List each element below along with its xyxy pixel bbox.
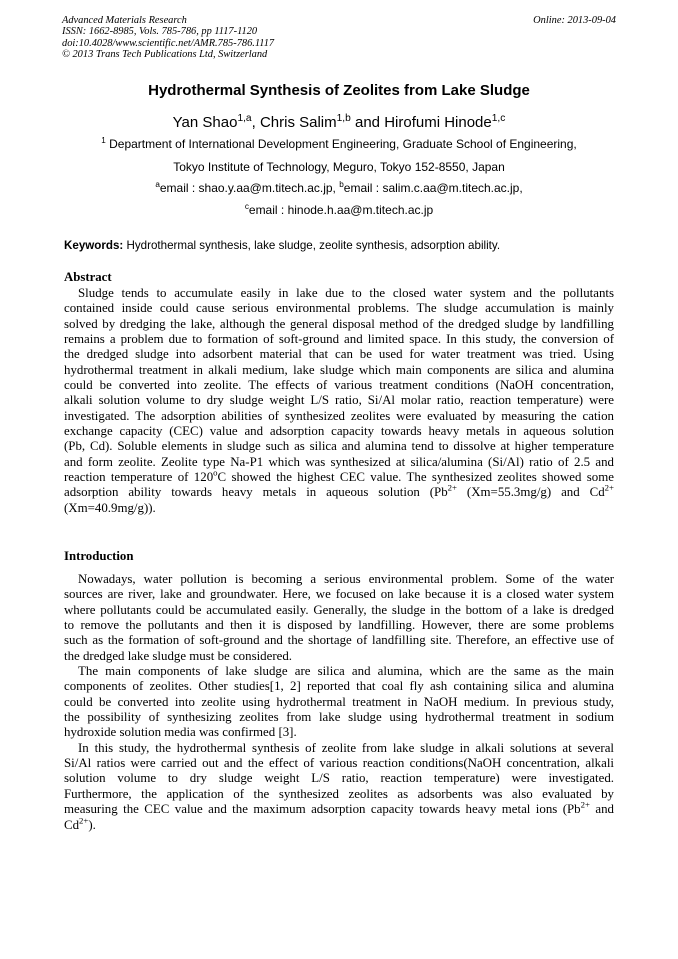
text-line (64, 467, 614, 485)
text-fragment: C showed the highest CEC value. The synthesized zeolites showed some (217, 470, 614, 485)
text-line: Furthermore, the application of the synthesized zeolites as adsorbents was also evaluated by (64, 786, 614, 801)
affiliation-text: Department of International Development Engineering, Graduate School of Engineering, (105, 137, 577, 151)
affiliation-superscript: 1 (101, 136, 106, 145)
issn-line: ISSN: 1662-8985, Vols. 785-786, pp 1117-1120 (62, 26, 258, 38)
superscript: 2+ (580, 799, 590, 810)
text-line: remains a problem due to formation of soft-ground and limited space. In this study, the conversion of (64, 332, 614, 347)
text-fragment: adsorption ability towards heavy metals in aqueous solution (Pb (64, 485, 448, 500)
text-line: The main components of lake sludge are silica and alumina, which are the same as the main (78, 664, 614, 679)
text-fragment: ). (88, 817, 96, 832)
keywords-text: Hydrothermal synthesis, lake sludge, zeolite synthesis, adsorption ability. (123, 239, 501, 252)
text-line: sources are river, lake and groundwater. Here, we focused on lake because it is a closed water system (64, 587, 614, 602)
text-line: the possibility of synthesizing zeolites from lake sludge using hydrothermal treatment in sodium (64, 710, 614, 725)
text-line: Sludge tends to accumulate easily in lake due to the closed water system and the pollutants (78, 286, 614, 300)
text-line: such as the formation of soft-ground and the shortage of landfilling site. Therefore, an effective use of (64, 633, 614, 648)
text-line: alkali solution volume to dry sludge weight L/S ratio, Si/Al molar ratio, reaction temperature) were (64, 393, 614, 408)
email-superscript: a (155, 180, 160, 189)
author-name: Chris Salim (259, 114, 337, 131)
affiliation-line: Tokyo Institute of Technology, Meguro, Tokyo 152-8550, Japan (173, 160, 505, 174)
copyright-line: © 2013 Trans Tech Publications Ltd, Switzerland (62, 49, 268, 61)
text-line: could be converted into zeolite. The effects of various treatment conditions (NaOH concentration, (64, 378, 614, 393)
email-text: email : salim.c.aa@m.titech.ac.jp, (343, 181, 523, 195)
author-list (62, 113, 616, 133)
text-line: investigated. The adsorption abilities of synthesized zeolites were evaluated by measuring the cation (64, 408, 614, 423)
text-line: solution volume to dry sludge weight L/S ratio, reaction temperature) were investigated. (64, 771, 614, 786)
text-fragment: (Xm=55.3mg/g) and Cd (457, 485, 605, 500)
author-name: Yan Shao (172, 114, 238, 131)
text-line: components of zeolites. Other studies[1, 2] reported that coal fly ash containing silica and alumina (64, 679, 614, 694)
text-line (64, 485, 614, 500)
online-date: Online: 2013-09-04 (533, 15, 616, 26)
email-line (62, 181, 616, 196)
introduction-paragraph (64, 572, 614, 833)
text-line: where pollutants could be accumulated easily. Generally, the sludge in the bottom of a lake is dredged (64, 602, 614, 617)
email-text: email : shao.y.aa@m.titech.ac.jp, (159, 181, 340, 195)
superscript: 2+ (447, 483, 457, 494)
text-line: hydrothermal treatment in alkali medium, lake sludge which main components are silica and alumina (64, 362, 614, 377)
author-name: Hirofumi Hinode (384, 114, 492, 131)
text-line: the dredged sludge into adsorbent material that can be used for water treatment was tried. Using (64, 347, 614, 362)
author-separator: , (251, 114, 260, 131)
email-text: email : hinode.h.aa@m.titech.ac.jp (248, 203, 434, 217)
keywords (64, 238, 624, 253)
introduction-heading: Introduction (64, 549, 134, 563)
text-fragment: measuring the CEC value and the maximum adsorption capacity towards heavy metal ions (Pb (64, 802, 581, 817)
author-superscript: 1,a (237, 113, 252, 124)
text-line: hydroxide solution media was confirmed [3]. (64, 725, 297, 740)
paper-title: Hydrothermal Synthesis of Zeolites from Lake Sludge (148, 82, 530, 99)
text-line: contained inside could cause serious environmental problems. The sludge accumulation is mainly (64, 301, 614, 316)
superscript: 2+ (604, 483, 614, 494)
email-superscript: b (339, 180, 344, 189)
author-separator: and (350, 114, 385, 131)
affiliation-line (62, 137, 616, 152)
running-header (62, 15, 616, 61)
author-superscript: 1,b (336, 113, 351, 124)
text-line: In this study, the hydrothermal synthesis of zeolite from lake sludge in alkali solutions at several (78, 740, 614, 755)
email-superscript: c (244, 202, 249, 211)
text-fragment: and (589, 802, 614, 817)
text-line (64, 815, 614, 833)
abstract-body (64, 286, 614, 516)
text-line: the dredged lake sludge must be considered. (64, 648, 293, 663)
text-line: could be converted into zeolite using hydrothermal treatment in NaOH medium. In previous study, (64, 694, 614, 709)
text-line: exchange capacity (CEC) value and adsorption capacity towards heavy metals in aqueous solution (64, 424, 614, 439)
text-line: and form zeolite. Zeolite type Na-P1 which was synthesized at silica/alumina (Si/Al) ratio of 2.5 and (64, 454, 614, 469)
text-line: solved by dredging the lake, although the general disposal method of the dredged sludge by landfilling (64, 316, 614, 331)
text-line: to remove the pollutants and then it is disposed by landfilling. However, there are some problems (64, 618, 614, 633)
abstract-heading: Abstract (64, 270, 112, 284)
superscript: 2+ (79, 815, 89, 826)
text-fragment: reaction temperature of 120 (64, 470, 214, 485)
text-line (64, 799, 614, 817)
email-line (62, 203, 616, 218)
text-line: (Pb, Cd). Soluble elements in sludge such as silica and alumina tend to dissolve at higher temperature (64, 439, 614, 454)
author-superscript: 1,c (491, 113, 506, 124)
journal-name: Advanced Materials Research (62, 15, 187, 26)
text-line: (Xm=40.9mg/g)). (64, 500, 156, 515)
text-fragment: Cd (64, 817, 80, 832)
text-line: Nowadays, water pollution is becoming a serious environmental problem. Some of the water (78, 572, 614, 586)
text-line: Si/Al ratios were carried out and the effect of various reaction conditions(NaOH concentration, alkali (64, 756, 614, 771)
keywords-label: Keywords: (64, 239, 124, 252)
superscript: o (213, 467, 218, 478)
doi-line: doi:10.4028/www.scientific.net/AMR.785-786.1117 (62, 37, 275, 49)
